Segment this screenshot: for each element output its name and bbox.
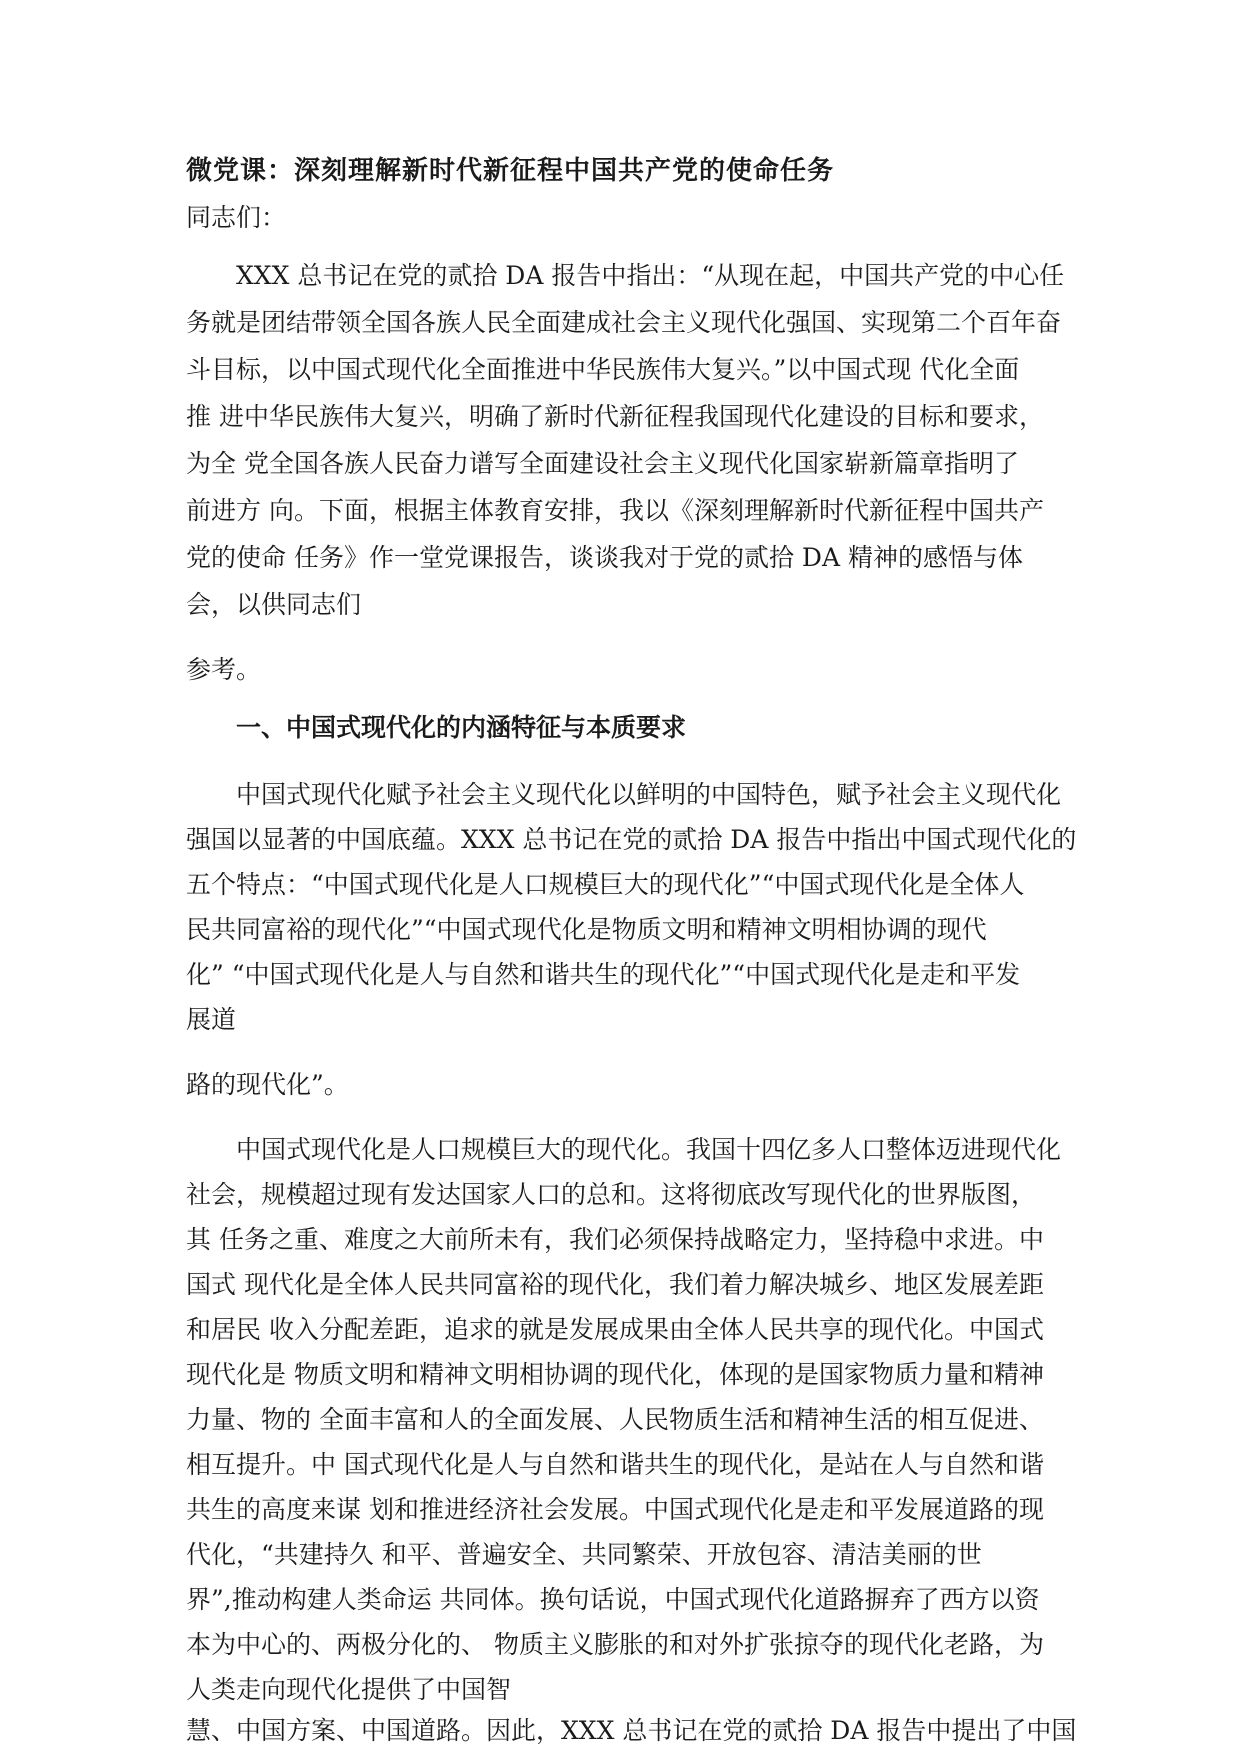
text-line: 会，以供同志们	[186, 590, 362, 619]
text-line: 其 任务之重、难度之大前所未有，我们必须保持战略定力，坚持稳中求进。中	[186, 1225, 1044, 1254]
text-line: 化” “中国式现代化是人与自然和谐共生的现代化”“中国式现代化是走和平发	[186, 960, 1021, 989]
document-title: 微党课：深刻理解新时代新征程中国共产党的使命任务	[186, 156, 835, 186]
text-line: 慧、中国方案、中国道路。因此，XXX 总书记在党的贰拾 DA 报告中提出了中国	[186, 1716, 1077, 1745]
text-line: 党的使命 任务》作一堂党课报告，谈谈我对于党的贰拾 DA 精神的感悟与体	[186, 543, 1023, 572]
text-line: 和居民 收入分配差距，追求的就是发展成果由全体人民共享的现代化。中国式	[186, 1315, 1044, 1344]
text-line: XXX 总书记在党的贰拾 DA 报告中指出：“从现在起，中国共产党的中心任	[236, 261, 1065, 290]
text-line: 界”,推动构建人类命运 共同体。换句话说，中国式现代化道路摒弃了西方以资	[186, 1585, 1040, 1614]
text-line: 民共同富裕的现代化”“中国式现代化是物质文明和精神文明相协调的现代	[186, 915, 987, 944]
text-line: 代化，“共建持久 和平、普遍安全、共同繁荣、开放包容、清洁美丽的世	[186, 1540, 982, 1569]
text-line: 前进方 向。下面，根据主体教育安排，我以《深刻理解新时代新征程中国共产	[186, 496, 1044, 525]
text-line: 参考。	[186, 655, 262, 684]
section-heading: 一、中国式现代化的内涵特征与本质要求	[236, 713, 687, 742]
text-line: 路的现代化”。	[186, 1070, 349, 1099]
text-line: 为全 党全国各族人民奋力谱写全面建设社会主义现代化国家崭新篇章指明了	[186, 449, 1019, 478]
text-line: 现代化是 物质文明和精神文明相协调的现代化，体现的是国家物质力量和精神	[186, 1360, 1044, 1389]
text-line: 力量、物的 全面丰富和人的全面发展、人民物质生活和精神生活的相互促进、	[186, 1405, 1044, 1434]
text-line: 社会，规模超过现有发达国家人口的总和。这将彻底改写现代化的世界版图，	[186, 1180, 1037, 1209]
text-line: 斗目标，以中国式现代化全面推进中华民族伟大复兴。”以中国式现 代化全面	[186, 355, 1020, 384]
salutation: 同志们：	[186, 203, 287, 232]
text-line: 务就是团结带领全国各族人民全面建成社会主义现代化强国、实现第二个百年奋	[186, 308, 1062, 337]
text-line: 中国式现代化赋予社会主义现代化以鲜明的中国特色，赋予社会主义现代化	[236, 780, 1062, 809]
text-line: 共生的高度来谋 划和推进经济社会发展。中国式现代化是走和平发展道路的现	[186, 1495, 1044, 1524]
text-line: 推 进中华民族伟大复兴，明确了新时代新征程我国现代化建设的目标和要求，	[186, 402, 1044, 431]
text-line: 人类走向现代化提供了中国智	[186, 1675, 512, 1704]
text-line: 国式 现代化是全体人民共同富裕的现代化，我们着力解决城乡、地区发展差距	[186, 1270, 1044, 1299]
text-line: 本为中心的、两极分化的、 物质主义膨胀的和对外扩张掠夺的现代化老路，为	[186, 1630, 1044, 1659]
text-line: 强国以显著的中国底蕴。XXX 总书记在党的贰拾 DA 报告中指出中国式现代化的	[186, 825, 1077, 854]
text-line: 展道	[186, 1005, 237, 1034]
text-line: 五个特点：“中国式现代化是人口规模巨大的现代化”“中国式现代化是全体人	[186, 870, 1025, 899]
text-line: 中国式现代化是人口规模巨大的现代化。我国十四亿多人口整体迈进现代化	[236, 1135, 1062, 1164]
text-line: 相互提升。中 国式现代化是人与自然和谐共生的现代化，是站在人与自然和谐	[186, 1450, 1044, 1479]
